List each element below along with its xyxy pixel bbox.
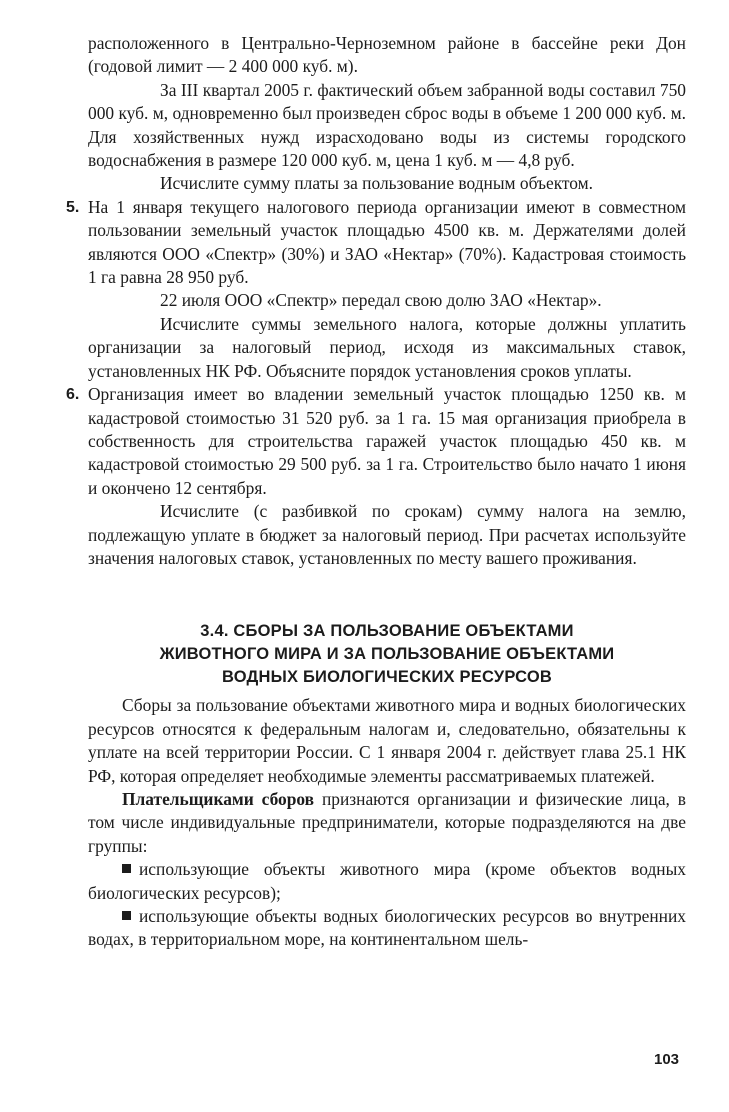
bullet-text: использующие объекты животного мира (кроме объектов водных биологических ресурсов); — [88, 859, 686, 903]
task-text: Организация имеет во владении земельный участок площадью 1250 кв. м кадастровой стоимостью 31 520 руб. за 1 га. 15 мая организация приобрела в собственность для строительства гаражей участок площадью 450 кв. м кадастровой стоимостью 29 500 руб. за 1 га. Строительство было начато 1 июня и окончено 12 сентября. — [88, 384, 686, 498]
payers-paragraph — [88, 788, 686, 858]
square-bullet-icon — [122, 911, 131, 920]
heading-line: ЖИВОТНОГО МИРА И ЗА ПОЛЬЗОВАНИЕ ОБЪЕКТАМИ — [159, 645, 615, 664]
task-6-paragraph-2: Исчислите (с разбивкой по срокам) сумму налога на землю, подлежащую уплате в бюджет за налоговый период. При расчетах используйте значения налоговых ставок, установленных по месту вашего проживания. — [88, 501, 686, 568]
page-number: 103 — [654, 1051, 680, 1068]
task-number: 5. — [66, 198, 80, 216]
paragraph-task-question: Исчислите сумму платы за пользование водным объектом. — [160, 173, 594, 194]
section-heading — [88, 620, 686, 689]
paragraph-quarter-data: За III квартал 2005 г. фактический объем забранной воды составил 750 000 куб. м, одновременно был произведен сброс воды в объеме 1 200 000 куб. м. Для хозяйственных нужд израсходовано воды из системы городского водоснабжения в размере 120 000 куб. м, цена 1 куб. м — 4,8 руб. — [88, 79, 686, 171]
task-number: 6. — [66, 386, 80, 404]
payers-definition: признаются организации и физические лица, в том числе индивидуальные предприниматели, которые подразделяются на две группы: — [88, 788, 686, 856]
body-text — [66, 32, 686, 952]
bullet-item — [88, 905, 686, 952]
paragraph-continuation: расположенного в Центрально-Черноземном районе в бассейне реки Дон (годовой лимит — 2 400 000 куб. м). — [88, 33, 686, 77]
heading-line: ВОДНЫХ БИОЛОГИЧЕСКИХ РЕСУРСОВ — [222, 668, 552, 687]
section-intro: Сборы за пользование объектами животного мира и водных биологических ресурсов относятся к федеральным налогам и, следовательно, обязательны к уплате на всей территории России. С 1 января 2004 г. действует глава 25.1 НК РФ, которая определяет необходимые элементы рассматриваемых платежей. — [88, 695, 686, 786]
bullet-text: использующие объекты водных биологических ресурсов во внутренних водах, в территориальном море, на континентальном шель- — [88, 906, 686, 950]
task-5 — [66, 196, 686, 290]
payers-term: Плательщиками сборов — [122, 788, 315, 809]
task-text: На 1 января текущего налогового периода организации имеют в совместном пользовании земельный участок площадью 4500 кв. м. Держателями долей являются ООО «Спектр» (30%) и ЗАО «Нектар» (70%). Кадастровая стоимость 1 га равна 28 950 руб. — [88, 196, 686, 288]
task-6 — [66, 383, 686, 500]
task-5-paragraph-3: Исчислите суммы земельного налога, которые должны уплатить организации за налоговый период, исходя из максимальных ставок, установленных НК РФ. Объясните порядок установления сроков уплаты. — [88, 313, 686, 381]
heading-line: 3.4. СБОРЫ ЗА ПОЛЬЗОВАНИЕ ОБЪЕКТАМИ — [200, 622, 574, 641]
task-5-paragraph-2: 22 июля ООО «Спектр» передал свою долю ЗАО «Нектар». — [160, 290, 602, 311]
square-bullet-icon — [122, 864, 131, 873]
bullet-item — [88, 858, 686, 905]
